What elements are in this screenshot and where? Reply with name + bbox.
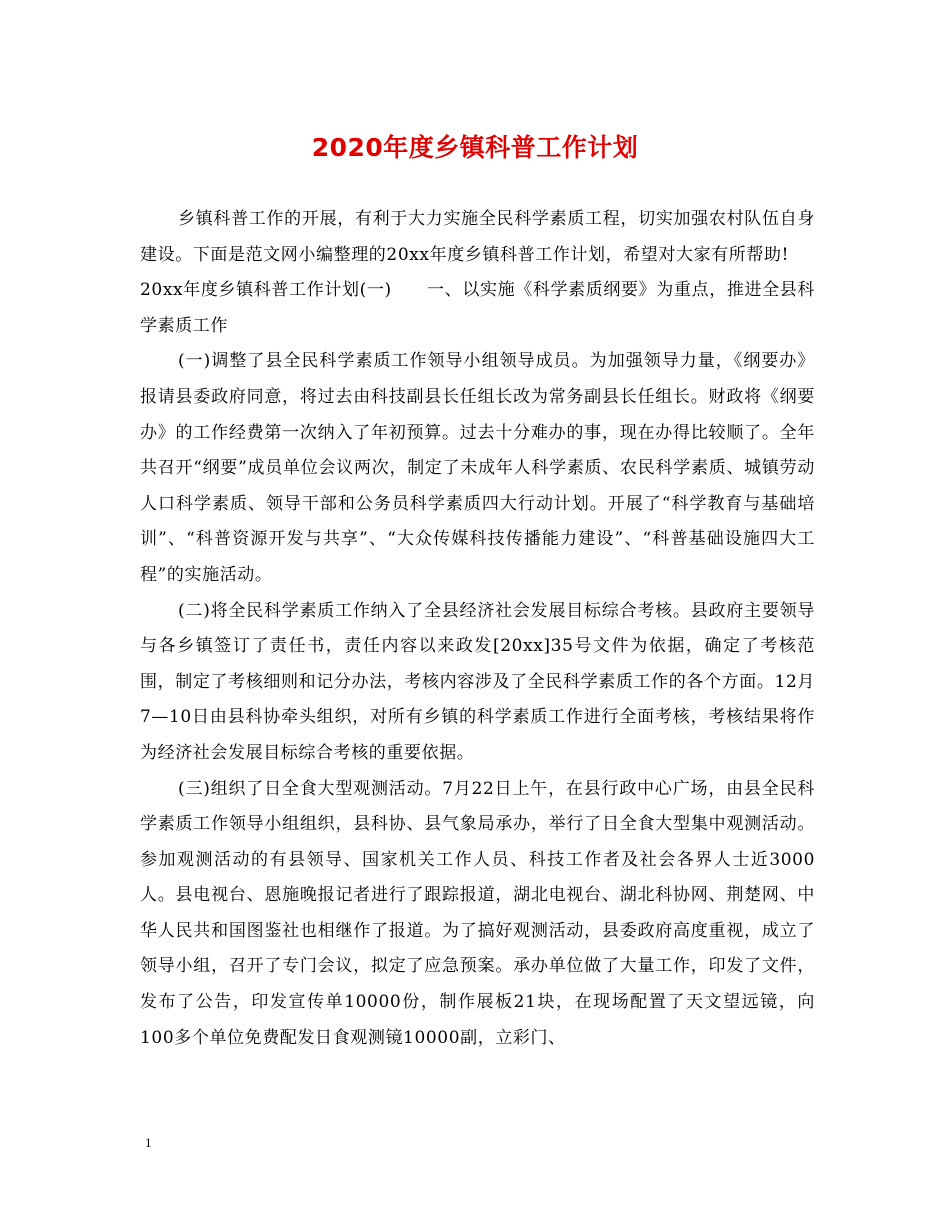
document-title: 2020年度乡镇科普工作计划 — [311, 133, 639, 162]
paragraph-intro: 乡镇科普工作的开展，有利于大力实施全民科学素质工程，切实加强农村队伍自身建设。下面是范文网小编整理的20xx年度乡镇科普工作计划，希望对大家有所帮助! — [140, 209, 815, 265]
document-body — [140, 202, 815, 1056]
page-number: 1 — [145, 1135, 152, 1150]
paragraph-item-2: (二)将全民科学素质工作纳入了全县经济社会发展目标综合考核。县政府主要领导与各乡镇签订了责任书，责任内容以来政发[20xx]35号文件为依据，确定了考核范围，制定了考核细则和记分办法，考核内容涉及了全民科学素质工作的各个方面。12月7—10日由县科协牵头组织，对所有乡镇的科学素质工作进行全面考核，考核结果将作为经济社会发展目标综合考核的重要依据。 — [140, 600, 815, 763]
paragraph-section-heading: 20xx年度乡镇科普工作计划(一) 一、以实施《科学素质纲要》为重点，推进全县科学素质工作 — [140, 280, 815, 336]
paragraph-item-1: (一)调整了县全民科学素质工作领导小组领导成员。为加强领导力量，《纲要办》报请县委政府同意，将过去由科技副县长任组长改为常务副县长任组长。财政将《纲要办》的工作经费第一次纳入了年初预算。过去十分难办的事，现在办得比较顺了。全年共召开“纲要”成员单位会议两次，制定了未成年人科学素质、农民科学素质、城镇劳动人口科学素质、领导干部和公务员科学素质四大行动计划。开展了“科学教育与基础培训”、“科普资源开发与共享”、“大众传媒科技传播能力建设”、“科普基础设施四大工程”的实施活动。 — [140, 351, 815, 585]
paragraph-item-3: (三)组织了日全食大型观测活动。7月22日上午，在县行政中心广场，由县全民科学素质工作领导小组组织，县科协、县气象局承办，举行了日全食大型集中观测活动。参加观测活动的有县领导、国家机关工作人员、科技工作者及社会各界人士近3000人。县电视台、恩施晚报记者进行了跟踪报道，湖北电视台、湖北科协网、荆楚网、中华人民共和国图鉴社也相继作了报道。为了搞好观测活动，县委政府高度重视，成立了领导小组，召开了专门会议，拟定了应急预案。承办单位做了大量工作，印发了文件，发布了公告，印发宣传单10000份，制作展板21块，在现场配置了天文望远镜，向100多个单位免费配发日食观测镜10000副，立彩门、 — [140, 778, 815, 1048]
